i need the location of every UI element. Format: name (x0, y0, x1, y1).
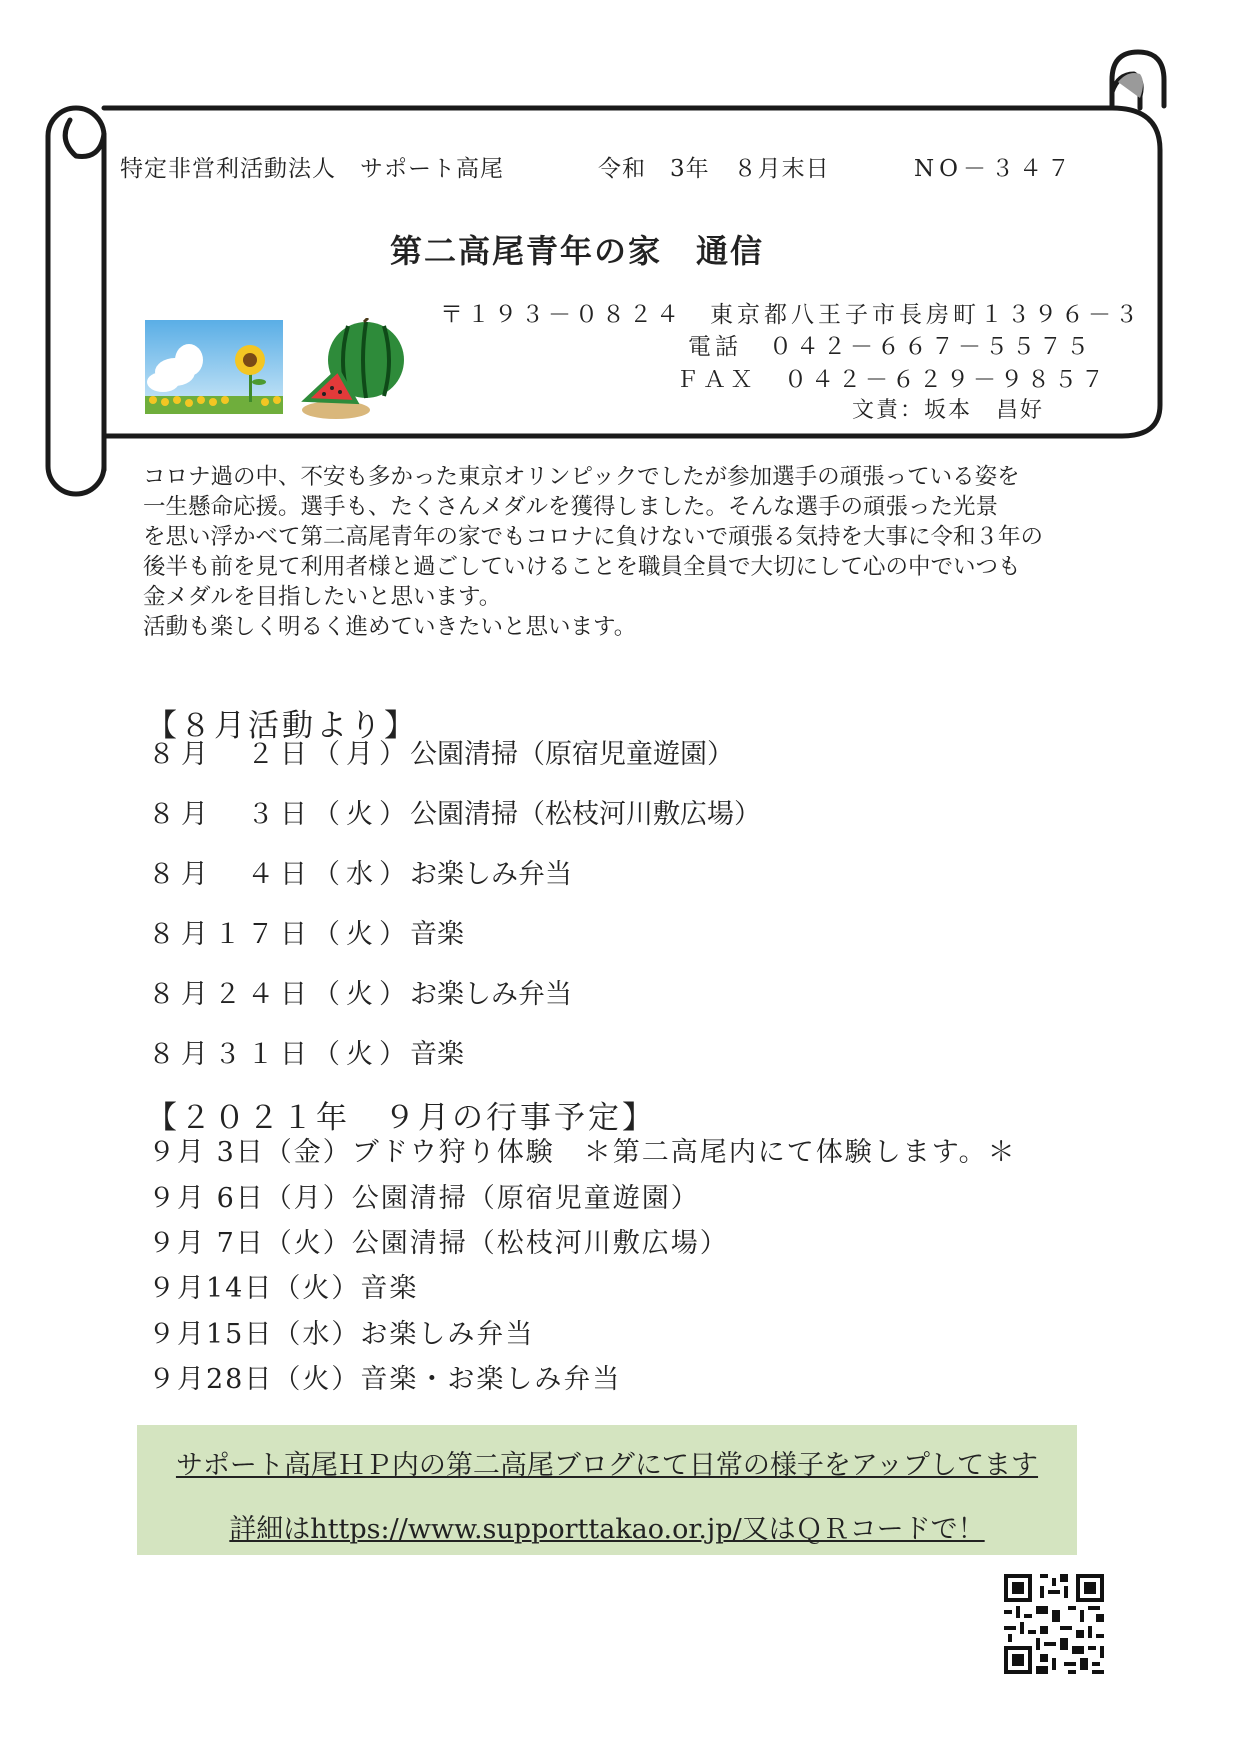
activity-date: ８月 ３日（火） (148, 799, 412, 830)
intro-line: 金メダルを目指したいと思います。 (143, 584, 502, 610)
qr-code[interactable] (1000, 1570, 1108, 1678)
activity-date: ８月 ４日（水） (148, 859, 412, 890)
blog-banner (137, 1425, 1077, 1555)
august-heading: 【８月活動より】 (146, 708, 418, 744)
september-event-row: ９月 3日（金）ブドウ狩り体験 ＊第二高尾内にて体験します。＊ (148, 1137, 1017, 1168)
activity-date: ８月３１日（火） (148, 1039, 412, 1070)
september-event-row: ９月14日（火）音楽 (148, 1273, 419, 1304)
organization-name: 特定非営利活動法人 サポート高尾 (120, 156, 504, 182)
activity-date: ８月２４日（火） (148, 979, 412, 1010)
august-activity-row (148, 732, 734, 771)
website-link[interactable]: 詳細はhttps://www.supporttakao.or.jp/又はＱＲコードで！ (229, 1514, 985, 1545)
blog-notice-link[interactable]: サポート高尾ＨＰ内の第二高尾ブログにて日常の様子をアップしてます (175, 1450, 1039, 1481)
september-event-row: ９月28日（火）音楽・お楽しみ弁当 (148, 1364, 622, 1395)
activity-date: ８月１７日（火） (148, 919, 412, 950)
watermelon-image (298, 318, 408, 422)
intro-line: 活動も楽しく明るく進めていきたいと思います。 (143, 614, 637, 640)
activity-name: お楽しみ弁当 (410, 979, 572, 1010)
activity-name: 音楽 (410, 919, 464, 950)
intro-line: を思い浮かべて第二高尾青年の家でもコロナに負けないで頑張る気持を大事に令和３年の (143, 524, 1044, 550)
intro-paragraph (143, 462, 1153, 642)
september-event-row: ９月15日（水）お楽しみ弁当 (148, 1319, 535, 1350)
activity-date: ８月 ２日（月） (148, 739, 412, 770)
september-event-row: ９月 7日（火）公園清掃（松枝河川敷広場） (148, 1228, 729, 1259)
issue-date: 令和 3年 ８月末日 (598, 156, 830, 182)
september-event-row: ９月 6日（月）公園清掃（原宿児童遊園） (148, 1183, 700, 1214)
postal-address: 〒１９３－０８２４ 東京都八王子市長房町１３９６－３ (440, 302, 1142, 328)
activity-name: お楽しみ弁当 (410, 859, 572, 890)
intro-line: 後半も前を見て利用者様と過ごしていけることを職員全員で大切にして心の中でいつも (143, 554, 1021, 580)
author-credit: 文責：坂本 昌好 (852, 398, 1045, 423)
intro-line: 一生懸命応援。選手も、たくさんメダルを獲得しました。そんな選手の頑張った光景 (143, 494, 999, 520)
august-activity-row (148, 972, 572, 1011)
august-activity-row (148, 792, 761, 831)
summer-sunflower-image (145, 320, 283, 414)
august-activity-row (148, 852, 572, 891)
newsletter-title: 第二高尾青年の家 通信 (390, 232, 765, 270)
august-activity-row (148, 912, 464, 951)
activity-name: 公園清掃（松枝河川敷広場） (410, 799, 761, 830)
august-activity-row (148, 1032, 464, 1071)
fax-number: ＦＡＸ ０４２－６２９－９８５７ (676, 367, 1108, 393)
phone-number: 電話 ０４２－６６７－５５７５ (688, 334, 1093, 360)
activity-name: 音楽 (410, 1039, 464, 1070)
intro-line: コロナ過の中、不安も多かった東京オリンピックでしたが参加選手の頑張っている姿を (143, 464, 1020, 490)
activity-name: 公園清掃（原宿児童遊園） (410, 739, 734, 770)
september-heading: 【２０２１年 ９月の行事予定】 (146, 1100, 656, 1136)
issue-number: NO－３４７ (914, 156, 1075, 182)
